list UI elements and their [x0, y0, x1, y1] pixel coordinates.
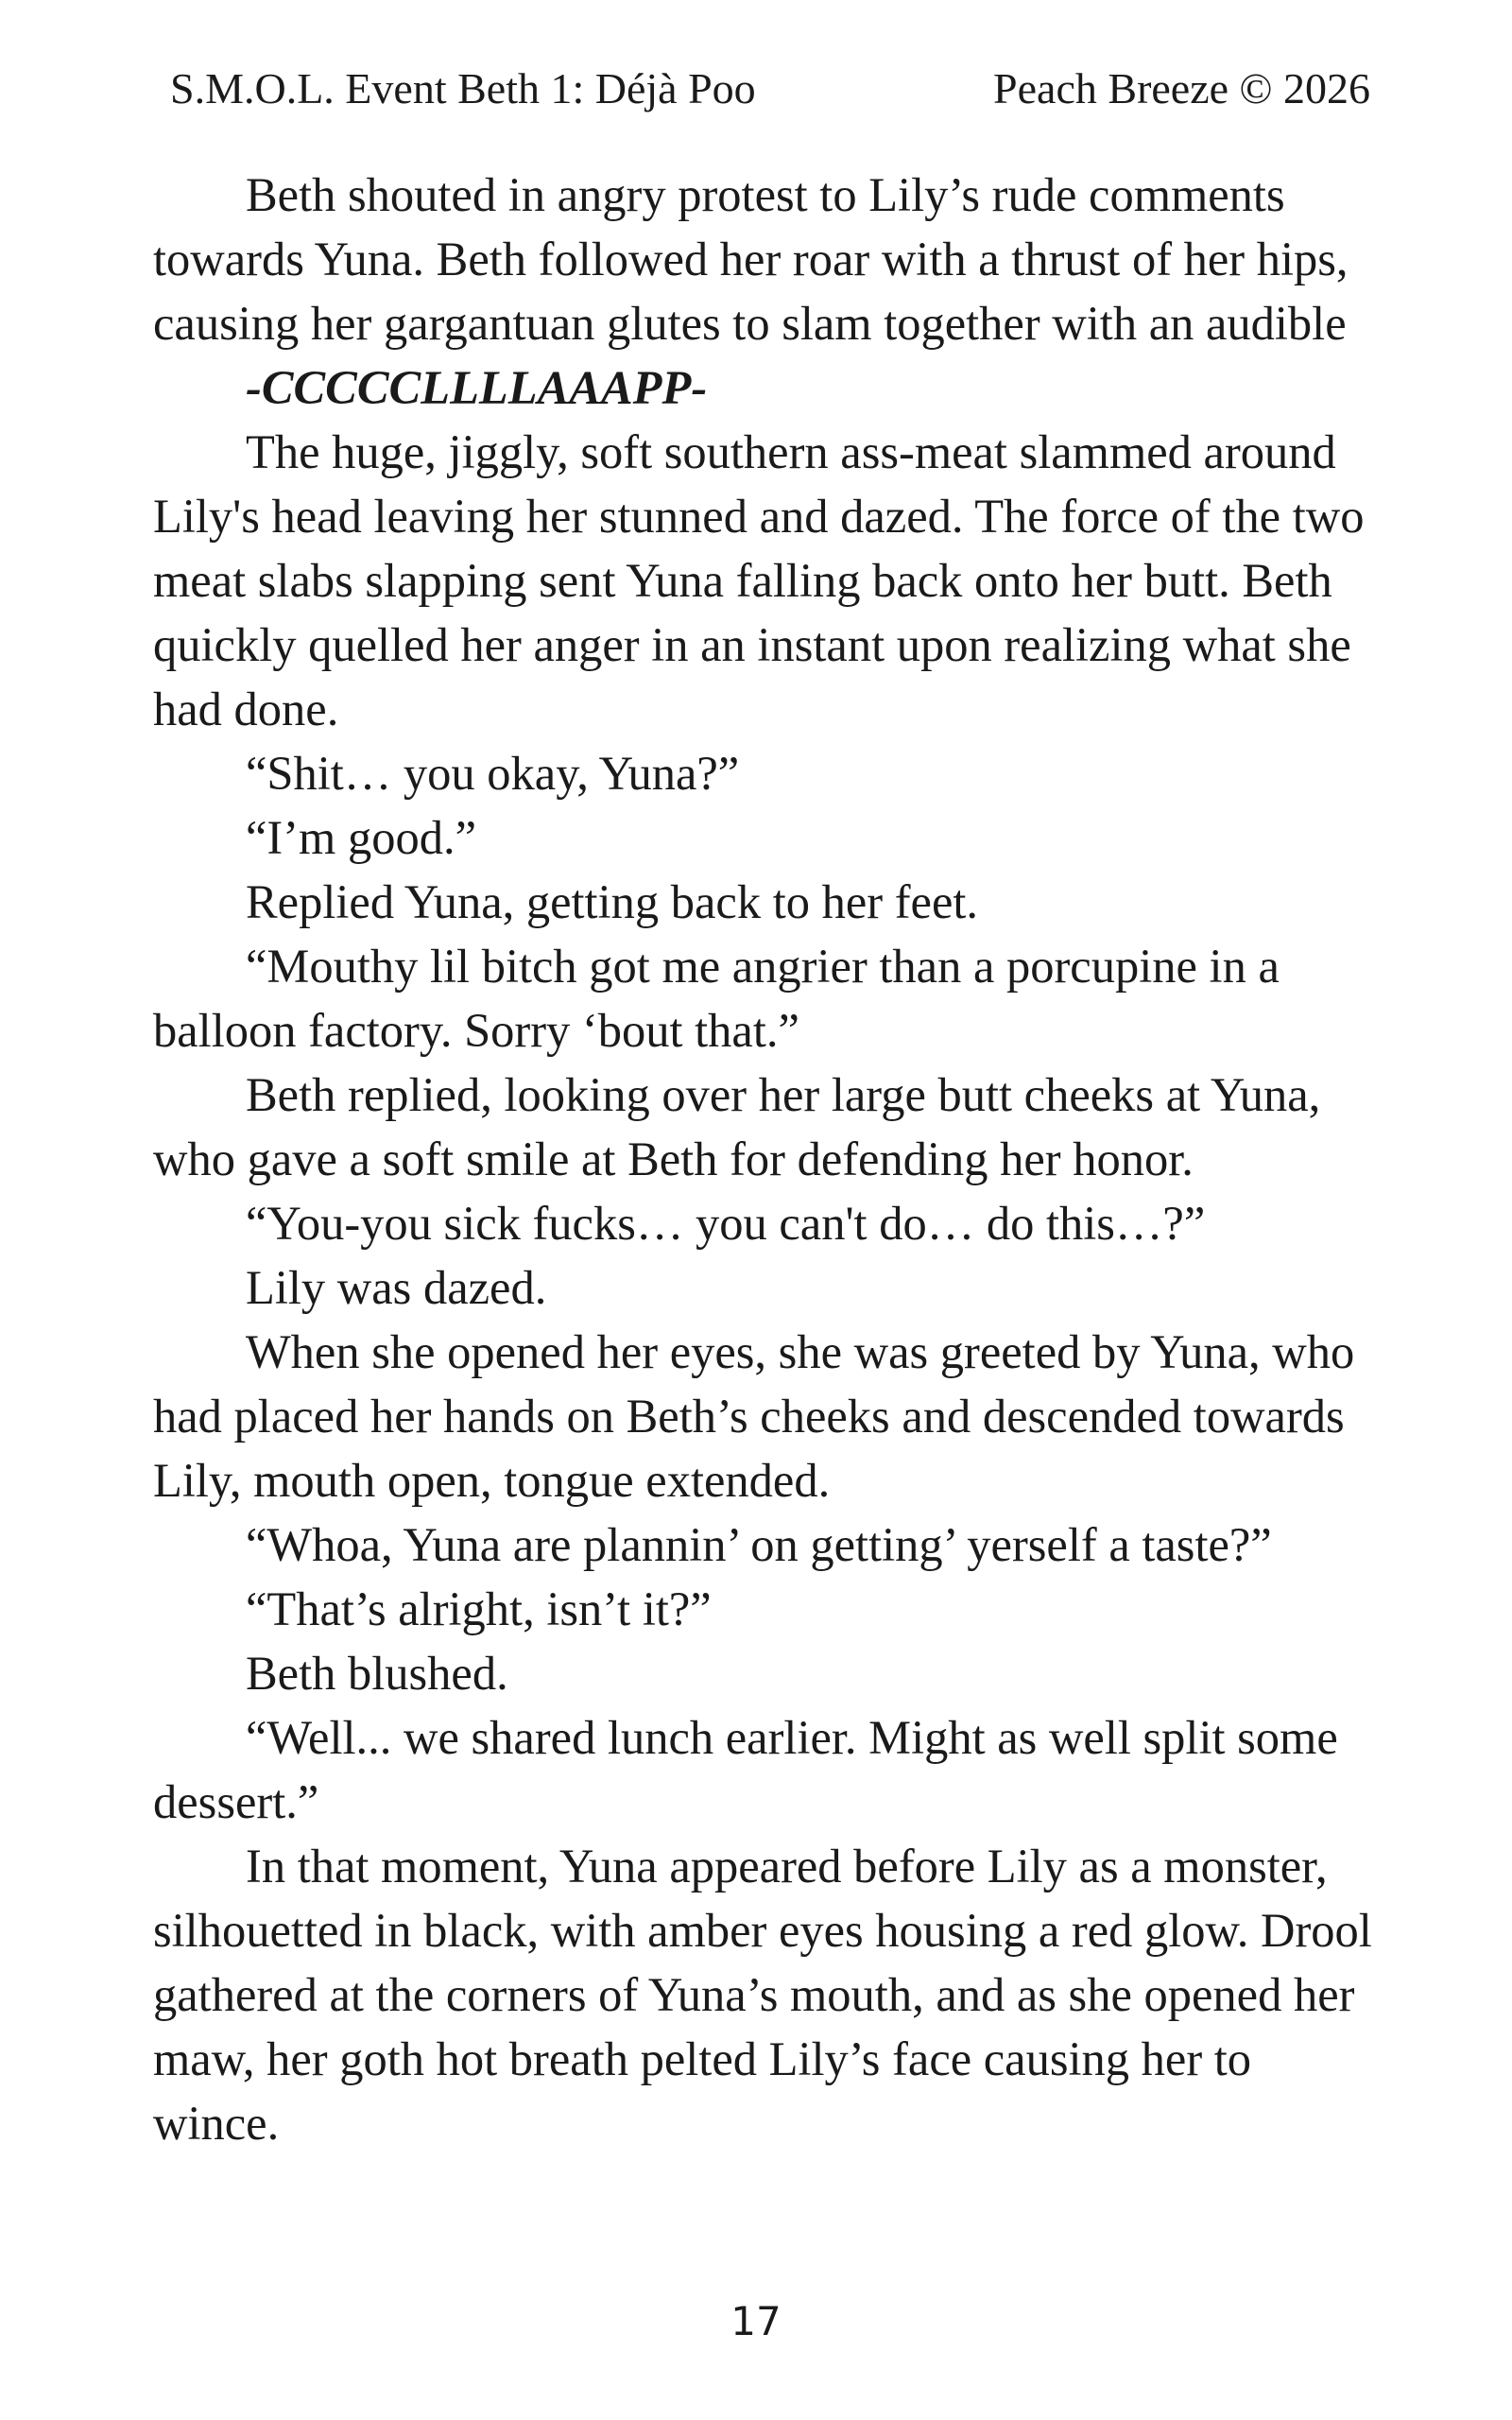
header-copyright: Peach Breeze © 2026 [993, 64, 1370, 112]
dialogue-line: “Well... we shared lunch earlier. Might as well split some dessert.” [153, 1711, 1338, 1828]
sound-effect: -CCCCCLLLLAAAPP- [246, 361, 708, 414]
dialogue-line: “Shit… you okay, Yuna?” [246, 747, 740, 800]
dialogue-line: “That’s alright, isn’t it?” [246, 1582, 712, 1635]
body-text [153, 163, 1382, 2155]
paragraph: Lily was dazed. [246, 1261, 547, 1314]
paragraph: Beth replied, looking over her large butt cheeks at Yuna, who gave a soft smile at Beth for defending her honor. [153, 1068, 1321, 1185]
dialogue-line: “Mouthy lil bitch got me angrier than a porcupine in a balloon factory. Sorry ‘bout that.” [153, 940, 1280, 1057]
paragraph: When she opened her eyes, she was greeted by Yuna, who had placed her hands on Beth’s cheeks and descended towards Lily, mouth open, tongue extended. [153, 1325, 1355, 1507]
paragraph: Beth shouted in angry protest to Lily’s rude comments towards Yuna. Beth followed her roar with a thrust of her hips, causing her gargantuan glutes to slam together with an audible [153, 168, 1349, 350]
header-title: S.M.O.L. Event Beth 1: Déjà Poo [170, 64, 756, 112]
paragraph: Beth blushed. [246, 1647, 508, 1700]
paragraph: The huge, jiggly, soft southern ass-meat slammed around Lily's head leaving her stunned and dazed. The force of the two meat slabs slapping sent Yuna falling back onto her butt. Beth quickly quelled her anger in an instant upon realizing what she had done. [153, 425, 1365, 735]
dialogue-line: “You-you sick fucks… you can't do… do this…?” [246, 1197, 1206, 1250]
dialogue-line: “I’m good.” [246, 811, 476, 864]
paragraph: In that moment, Yuna appeared before Lily as a monster, silhouetted in black, with amber eyes housing a red glow. Drool gathered at the corners of Yuna’s mouth, and as she opened her maw, her goth hot breath pelted Lily’s face causing her to wince. [153, 1840, 1372, 2150]
dialogue-line: “Whoa, Yuna are plannin’ on getting’ yerself a taste?” [246, 1518, 1272, 1571]
paragraph: Replied Yuna, getting back to her feet. [246, 875, 979, 928]
page-number: 17 [730, 2298, 782, 2344]
running-header [170, 60, 1370, 117]
